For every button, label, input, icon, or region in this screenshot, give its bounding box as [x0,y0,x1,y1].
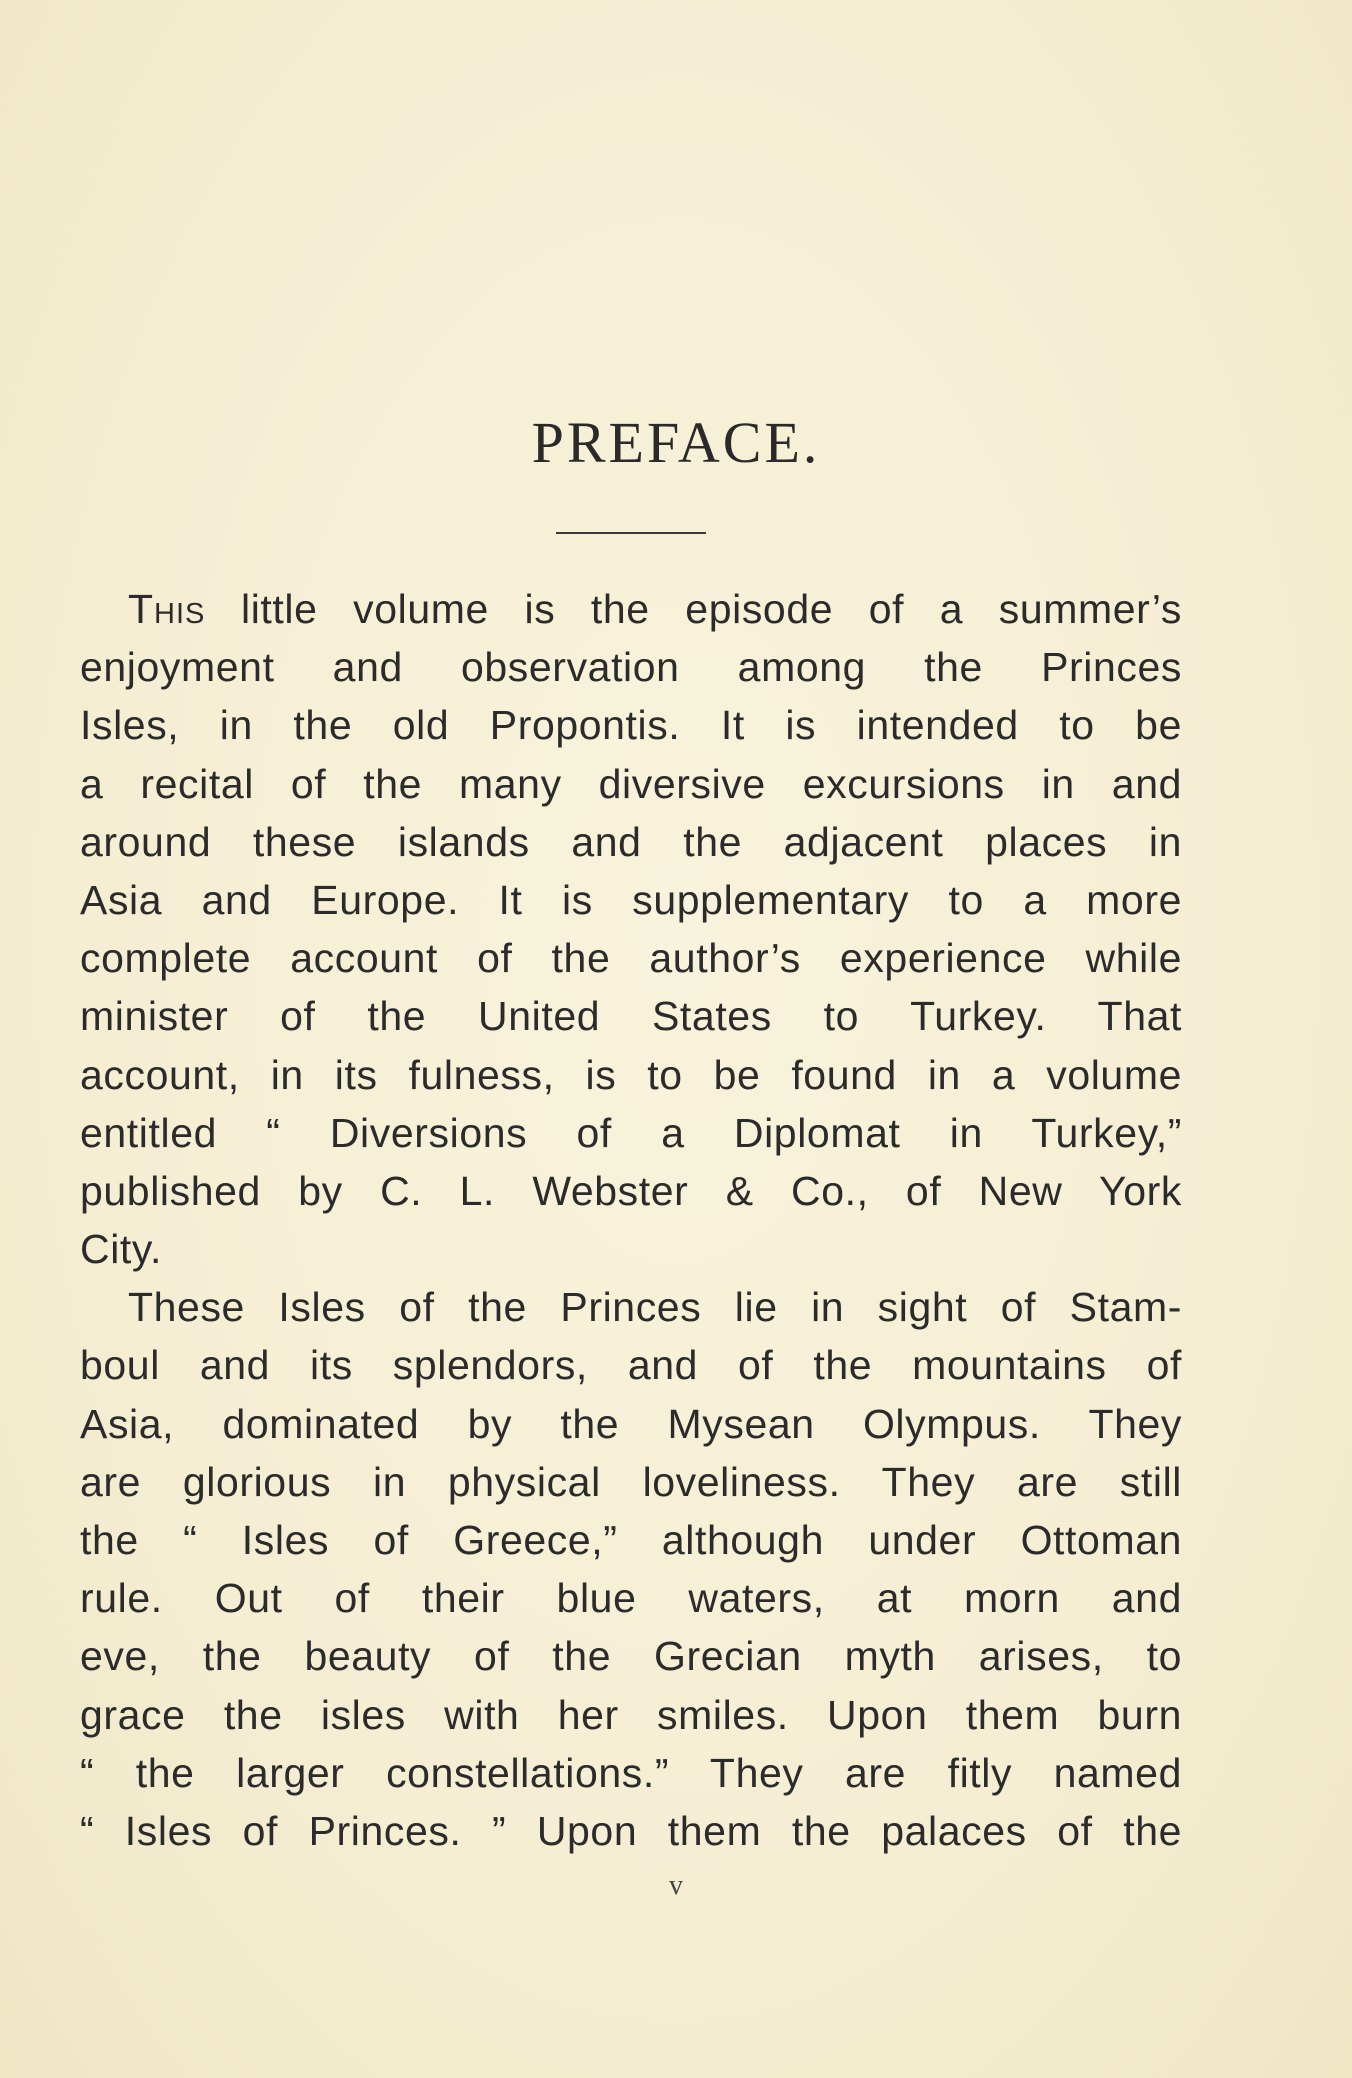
paragraph-1-line: minister of the United States to Turkey. That [80,993,1182,1040]
page-number: v [669,1870,683,1901]
paragraph-1-line: complete account of the author’s experience while [80,935,1182,982]
body-text [80,580,1182,1860]
paragraph-2-line: are glorious in physical loveliness. They are still [80,1458,1182,1505]
title-rule [556,532,706,534]
paragraph-1-line: a recital of the many diversive excursions in and [80,760,1182,807]
paragraph-2-line: eve, the beauty of the Grecian myth arises, to [80,1633,1182,1680]
paragraph-1-line: Isles, in the old Propontis. It is intended to be [80,702,1182,749]
paragraph-1-first-word: This [128,586,206,632]
paragraph-1-line: This little volume is the episode of a summer’s [128,586,1182,632]
paragraph-2-line: Asia, dominated by the Mysean Olympus. They [80,1400,1182,1447]
paragraph-2-line: “ the larger constellations.” They are fitly named [80,1749,1182,1796]
paragraph-1-line: City. [80,1226,162,1273]
paragraph-2-line: rule. Out of their blue waters, at morn and [80,1575,1182,1622]
paragraph-2-line: the “ Isles of Greece,” although under Ottoman [80,1517,1182,1563]
paragraph-1-line: Asia and Europe. It is supplementary to a more [80,876,1182,923]
paragraph-1-line: enjoyment and observation among the Princes [80,644,1182,691]
paragraph-1-line: entitled “ Diversions of a Diplomat in Turkey,” [80,1109,1182,1156]
paragraph-2-line: “ Isles of Princes. ” Upon them the palaces of the [80,1807,1182,1854]
paragraph-1-line: around these islands and the adjacent places in [80,818,1182,865]
paragraph-2-line: boul and its splendors, and of the mountains of [80,1342,1182,1389]
paragraph-1-line: account, in its fulness, is to be found in a volume [80,1051,1182,1098]
paragraph-1-line: published by C. L. Webster & Co., of New York [80,1167,1182,1214]
paragraph-2-line: These Isles of the Princes lie in sight of Stam- [128,1284,1182,1331]
paragraph-2-line: grace the isles with her smiles. Upon them burn [80,1691,1182,1738]
page-title: PREFACE. [531,410,821,475]
